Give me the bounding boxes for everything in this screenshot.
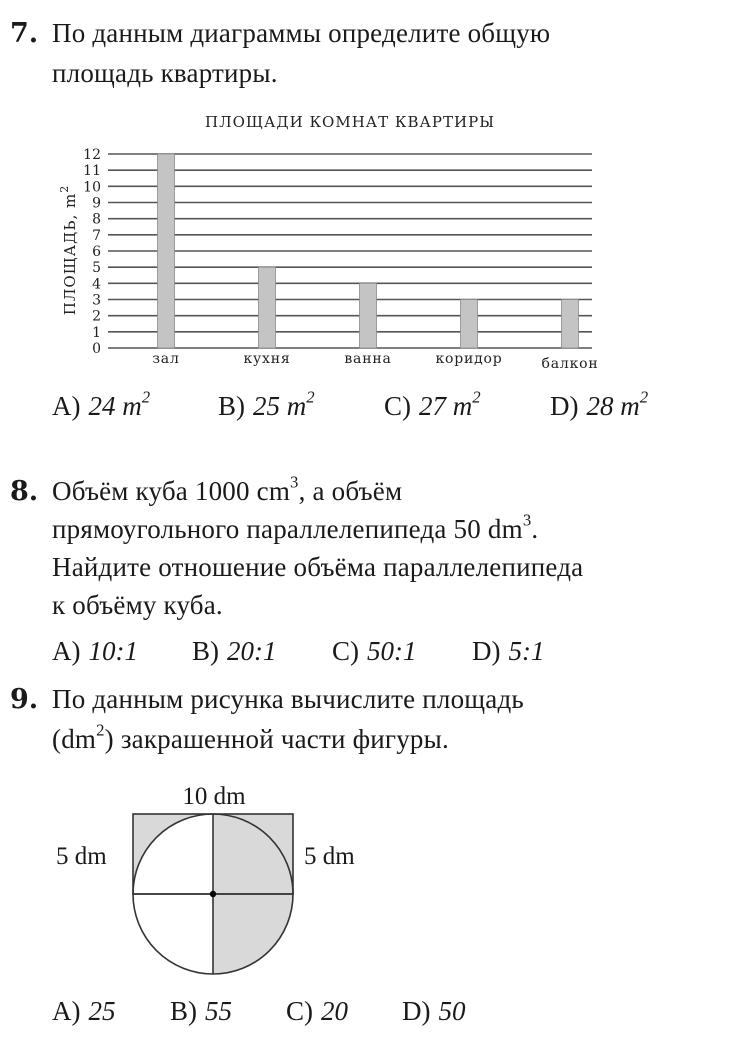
y-tick-label: 10	[83, 179, 101, 196]
text-part: Объём куба 1000 cm	[52, 476, 291, 506]
option-value	[419, 387, 481, 421]
geometry-figure	[0, 770, 400, 985]
option-label: D)	[550, 391, 579, 421]
option-label: C)	[384, 391, 411, 421]
option-value: 50:1	[367, 636, 417, 666]
question-text-line: к объёму куба.	[52, 590, 223, 620]
right-dimension-label: 5 dm	[304, 843, 355, 870]
option-value-sup: 2	[639, 387, 649, 407]
option-b[interactable]	[192, 636, 277, 667]
option-value-sup: 2	[141, 387, 151, 407]
bar-3	[461, 300, 478, 349]
option-b[interactable]	[170, 996, 232, 1027]
top-dimension-label: 10 dm	[182, 783, 246, 810]
y-axis-label-sup: 2	[58, 184, 71, 193]
y-tick-label: 9	[92, 195, 101, 212]
y-tick-label: 12	[83, 147, 101, 163]
y-tick-label: 11	[83, 163, 101, 180]
chart-y-ticks	[83, 147, 101, 357]
y-tick-label: 7	[92, 227, 101, 244]
option-value: 10:1	[88, 636, 138, 666]
option-value-text: 25 m	[253, 391, 307, 421]
y-tick-label: 2	[92, 308, 101, 325]
y-tick-label: 1	[92, 324, 101, 341]
text-part: ) закрашенной части фигуры.	[104, 724, 449, 754]
y-axis-label-text: ПЛОЩАДЬ, m	[61, 192, 79, 316]
option-d[interactable]	[472, 636, 545, 667]
question-text-line: По данным диаграммы определите общую	[52, 18, 551, 48]
x-tick-label: кухня	[243, 351, 291, 367]
y-tick-label: 5	[92, 260, 101, 277]
x-tick-label: коридор	[435, 351, 503, 367]
text-sup: 3	[522, 510, 532, 530]
option-value-sup: 2	[472, 387, 481, 407]
option-label: C)	[286, 996, 313, 1026]
shaded-top-right-square	[213, 814, 293, 894]
option-d[interactable]	[402, 996, 466, 1027]
option-a[interactable]	[52, 996, 116, 1027]
text-sup: 3	[290, 472, 299, 492]
bar-2	[360, 283, 377, 348]
chart-title: ПЛОЩАДИ КОМНАТ КВАРТИРЫ	[205, 113, 495, 131]
option-value: 20:1	[227, 636, 277, 666]
y-tick-label: 6	[92, 244, 101, 260]
option-value: 20	[321, 996, 348, 1026]
option-label: B)	[192, 636, 219, 666]
option-label: D)	[402, 996, 431, 1026]
question-text-line: площадь квартиры.	[52, 58, 278, 88]
option-b[interactable]	[218, 387, 315, 422]
option-value	[88, 387, 151, 421]
y-tick-label: 4	[92, 276, 101, 293]
option-c[interactable]	[286, 996, 348, 1027]
question-text-line	[52, 510, 539, 545]
option-d[interactable]	[550, 387, 649, 422]
option-value-text: 27 m	[419, 391, 473, 421]
question-text-line: Найдите отношение объёма параллелепипеда	[52, 552, 584, 582]
shaded-bottom-right-quarter	[213, 894, 293, 974]
y-tick-label: 3	[92, 292, 101, 309]
option-label: A)	[52, 636, 81, 666]
option-label: A)	[52, 996, 81, 1026]
option-label: B)	[218, 391, 245, 421]
question-text-line	[52, 472, 403, 507]
y-tick-label: 0	[92, 341, 101, 357]
question-text-line: По данным рисунка вычислите площадь	[52, 684, 524, 714]
question-number: 8.	[10, 476, 39, 507]
option-label: D)	[472, 636, 501, 666]
question-text-line	[52, 720, 449, 755]
chart-x-labels	[152, 351, 598, 372]
text-sup: 2	[96, 720, 105, 740]
center-point	[210, 891, 216, 897]
chart-y-axis-label	[58, 185, 79, 315]
option-value-text: 24 m	[88, 391, 142, 421]
option-value-text: 28 m	[586, 391, 640, 421]
left-dimension-label: 5 dm	[56, 843, 107, 870]
option-value	[253, 387, 315, 421]
room-area-bar-chart	[0, 100, 755, 380]
y-tick-label: 8	[92, 211, 101, 228]
x-tick-label: ванна	[344, 351, 392, 367]
chart-gridlines	[108, 154, 592, 348]
option-value: 50	[438, 996, 466, 1026]
option-a[interactable]	[52, 387, 151, 422]
x-tick-label: балкон	[541, 356, 599, 372]
option-value: 55	[205, 996, 232, 1026]
option-value: 5:1	[508, 636, 545, 666]
option-label: A)	[52, 391, 81, 421]
question-number: 7.	[10, 18, 39, 49]
bar-0	[158, 154, 175, 348]
option-value: 25	[88, 996, 116, 1026]
text-part: , а объём	[298, 476, 403, 506]
option-label: C)	[332, 636, 359, 666]
option-c[interactable]	[332, 636, 417, 667]
text-part: (dm	[52, 724, 97, 754]
bar-4	[562, 300, 579, 349]
question-number: 9.	[10, 684, 39, 715]
x-tick-label: зал	[152, 351, 180, 367]
option-value	[586, 387, 649, 421]
option-label: B)	[170, 996, 197, 1026]
text-part: прямоугольного параллелепипеда 50 dm	[52, 514, 523, 544]
option-c[interactable]	[384, 387, 481, 422]
option-a[interactable]	[52, 636, 138, 667]
bar-1	[259, 267, 276, 348]
text-part: .	[531, 514, 539, 544]
option-value-sup: 2	[306, 387, 315, 407]
shaded-top-left-corner	[133, 814, 213, 894]
